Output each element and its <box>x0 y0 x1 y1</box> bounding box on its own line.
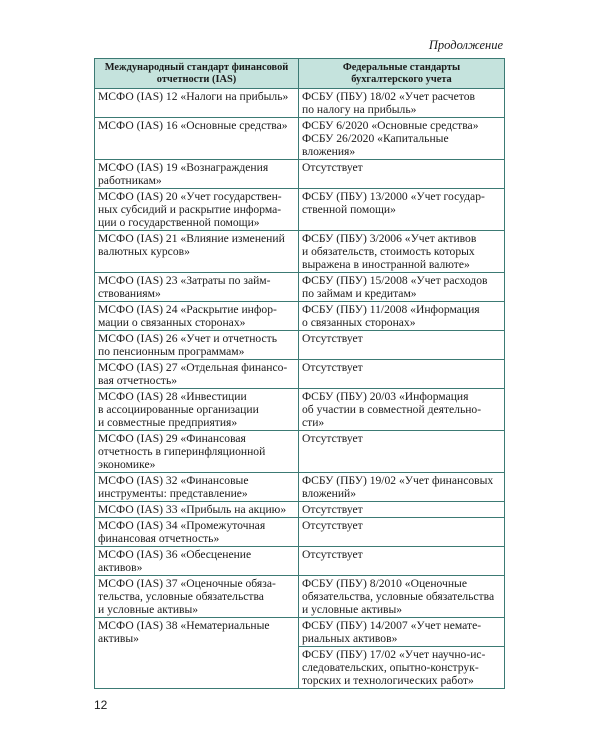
cell-line: Отсутствует <box>302 432 363 445</box>
cell-line: и совместные предприятия» <box>98 416 238 429</box>
fsbu-standard-cell <box>299 302 505 331</box>
cell-line: МСФО (IAS) 23 «Затраты по займ- <box>98 274 271 287</box>
cell-line: финансовая отчетность» <box>98 532 220 545</box>
fsbu-standard-cell <box>299 189 505 231</box>
cell-line: МСФО (IAS) 32 «Финансовые <box>98 474 249 487</box>
table-row <box>95 118 505 160</box>
ias-standard-cell <box>95 618 299 689</box>
table-row <box>95 189 505 231</box>
continuation-label: Продолжение <box>428 38 503 52</box>
cell-line: экономике» <box>98 458 156 471</box>
cell-line: ФСБУ (ПБУ) 19/02 «Учет финансовых <box>302 474 494 487</box>
ias-standard-cell <box>95 518 299 547</box>
fsbu-standard-cell <box>299 647 505 689</box>
cell-line: и обязательств, стоимость которых <box>302 245 475 258</box>
cell-line: по налогу на прибыль» <box>302 103 417 116</box>
table-header-row <box>95 59 505 89</box>
cell-line: Отсутствует <box>302 332 363 345</box>
table-row <box>95 389 505 431</box>
cell-line: МСФО (IAS) 33 «Прибыль на акцию» <box>98 503 287 516</box>
cell-line: МСФО (IAS) 26 «Учет и отчетность <box>98 332 278 345</box>
ias-standard-cell <box>95 502 299 518</box>
cell-line: сти» <box>302 416 325 429</box>
ias-standard-cell <box>95 231 299 273</box>
cell-line: следовательских, опытно-конструк- <box>302 661 479 674</box>
cell-line: ФСБУ (ПБУ) 14/2007 «Учет немате- <box>302 619 482 632</box>
table-row <box>95 518 505 547</box>
cell-line: в ассоциированные организации <box>98 403 259 416</box>
table-row <box>95 331 505 360</box>
table-row <box>95 273 505 302</box>
table-row <box>95 231 505 273</box>
cell-line: ции о государственной помощи» <box>98 216 260 229</box>
cell-line: вложения» <box>302 145 356 158</box>
fsbu-standard-cell <box>299 502 505 518</box>
cell-line: ФСБУ (ПБУ) 13/2000 «Учет государ- <box>302 190 485 203</box>
header-fsbu <box>299 59 505 89</box>
cell-line: МСФО (IAS) 34 «Промежуточная <box>98 519 266 532</box>
cell-line: МСФО (IAS) 27 «Отдельная финансо- <box>98 361 288 374</box>
fsbu-standard-cell <box>299 331 505 360</box>
cell-line: МСФО (IAS) 24 «Раскрытие инфор- <box>98 303 277 316</box>
cell-line: МСФО (IAS) 19 «Вознаграждения <box>98 161 269 174</box>
cell-line: риальных активов» <box>302 632 398 645</box>
table-row <box>95 502 505 518</box>
fsbu-standard-cell <box>299 89 505 118</box>
cell-line: вая отчетность» <box>98 374 178 387</box>
cell-line: МСФО (IAS) 36 «Обесценение <box>98 548 252 561</box>
cell-line: инструменты: представление» <box>98 487 248 500</box>
cell-line: Отсутствует <box>302 503 363 516</box>
cell-line: вложений» <box>302 487 357 500</box>
ias-standard-cell <box>95 331 299 360</box>
table-body <box>95 89 505 689</box>
cell-line: работникам» <box>98 174 162 187</box>
ias-standard-cell <box>95 547 299 576</box>
header-ias <box>95 59 299 89</box>
cell-line: ФСБУ (ПБУ) 3/2006 «Учет активов <box>302 232 477 245</box>
cell-line: ФСБУ (ПБУ) 18/02 «Учет расчетов <box>302 90 475 103</box>
cell-line: тельства, условные обязательства <box>98 590 264 603</box>
page-number: 12 <box>94 698 108 712</box>
cell-line: МСФО (IAS) 29 «Финансовая <box>98 432 246 445</box>
fsbu-standard-cell <box>299 473 505 502</box>
fsbu-standard-cell <box>299 118 505 160</box>
ias-standard-cell <box>95 473 299 502</box>
cell-line: о связанных сторонах» <box>302 316 416 329</box>
cell-line: и условные активы» <box>98 603 199 616</box>
fsbu-standard-cell <box>299 518 505 547</box>
table-row <box>95 473 505 502</box>
header-line: Международный стандарт финансовой <box>104 62 289 73</box>
cell-line: ФСБУ (ПБУ) 17/02 «Учет научно-ис- <box>302 648 486 661</box>
cell-line: ФСБУ (ПБУ) 8/2010 «Оценочные <box>302 577 467 590</box>
ias-standard-cell <box>95 273 299 302</box>
cell-line: выражена в иностранной валюте» <box>302 258 470 271</box>
ias-standard-cell <box>95 189 299 231</box>
table-row <box>95 160 505 189</box>
fsbu-standard-cell <box>299 389 505 431</box>
table-row <box>95 547 505 576</box>
fsbu-standard-cell <box>299 431 505 473</box>
cell-line: Отсутствует <box>302 519 363 532</box>
cell-line: активов» <box>98 561 143 574</box>
cell-line: обязательства, условные обязательства <box>302 590 495 603</box>
ias-standard-cell <box>95 160 299 189</box>
ias-standard-cell <box>95 431 299 473</box>
header-line: отчетности (IAS) <box>156 74 237 85</box>
cell-line: ФСБУ (ПБУ) 20/03 «Информация <box>302 390 469 403</box>
cell-line: ФСБУ (ПБУ) 11/2008 «Информация <box>302 303 480 316</box>
fsbu-standard-cell <box>299 576 505 618</box>
cell-line: МСФО (IAS) 38 «Нематериальные <box>98 619 270 632</box>
cell-line: валютных курсов» <box>98 245 190 258</box>
cell-line: ных субсидий и раскрытие информа- <box>98 203 282 216</box>
cell-line: МСФО (IAS) 28 «Инвестиции <box>98 390 247 403</box>
cell-line: об участии в совместной деятельно- <box>302 403 482 416</box>
fsbu-standard-cell <box>299 618 505 647</box>
cell-line: активы» <box>98 632 139 645</box>
cell-line: ФСБУ 26/2020 «Капитальные <box>302 132 449 145</box>
table-row <box>95 360 505 389</box>
cell-line: по займам и кредитам» <box>302 287 417 300</box>
standards-comparison-table <box>94 58 505 689</box>
ias-standard-cell <box>95 302 299 331</box>
table-row <box>95 431 505 473</box>
fsbu-standard-cell <box>299 547 505 576</box>
header-line: бухгалтерского учета <box>351 74 452 85</box>
cell-line: Отсутствует <box>302 361 363 374</box>
cell-line: Отсутствует <box>302 161 363 174</box>
ias-standard-cell <box>95 389 299 431</box>
table-row <box>95 618 505 647</box>
cell-line: мации о связанных сторонах» <box>98 316 246 329</box>
cell-line: отчетность в гиперинфляционной <box>98 445 266 458</box>
cell-line: ФСБУ (ПБУ) 15/2008 «Учет расходов <box>302 274 488 287</box>
fsbu-standard-cell <box>299 360 505 389</box>
cell-line: Отсутствует <box>302 548 363 561</box>
ias-standard-cell <box>95 118 299 160</box>
cell-line: МСФО (IAS) 37 «Оценочные обяза- <box>98 577 276 590</box>
fsbu-standard-cell <box>299 160 505 189</box>
cell-line: МСФО (IAS) 16 «Основные средства» <box>98 119 288 132</box>
cell-line: МСФО (IAS) 21 «Влияние изменений <box>98 232 285 245</box>
cell-line: по пенсионным программам» <box>98 345 245 358</box>
ias-standard-cell <box>95 89 299 118</box>
table-row <box>95 89 505 118</box>
table-row <box>95 302 505 331</box>
ias-standard-cell <box>95 576 299 618</box>
cell-line: ственной помощи» <box>302 203 396 216</box>
table-row <box>95 576 505 618</box>
cell-line: МСФО (IAS) 20 «Учет государствен- <box>98 190 282 203</box>
fsbu-standard-cell <box>299 273 505 302</box>
cell-line: ствованиям» <box>98 287 161 300</box>
cell-line: и условные активы» <box>302 603 403 616</box>
ias-standard-cell <box>95 360 299 389</box>
fsbu-standard-cell <box>299 231 505 273</box>
cell-line: торских и технологических работ» <box>302 674 474 687</box>
header-line: Федеральные стандарты <box>342 62 461 73</box>
cell-line: ФСБУ 6/2020 «Основные средства» <box>302 119 479 132</box>
cell-line: МСФО (IAS) 12 «Налоги на прибыль» <box>98 90 289 103</box>
